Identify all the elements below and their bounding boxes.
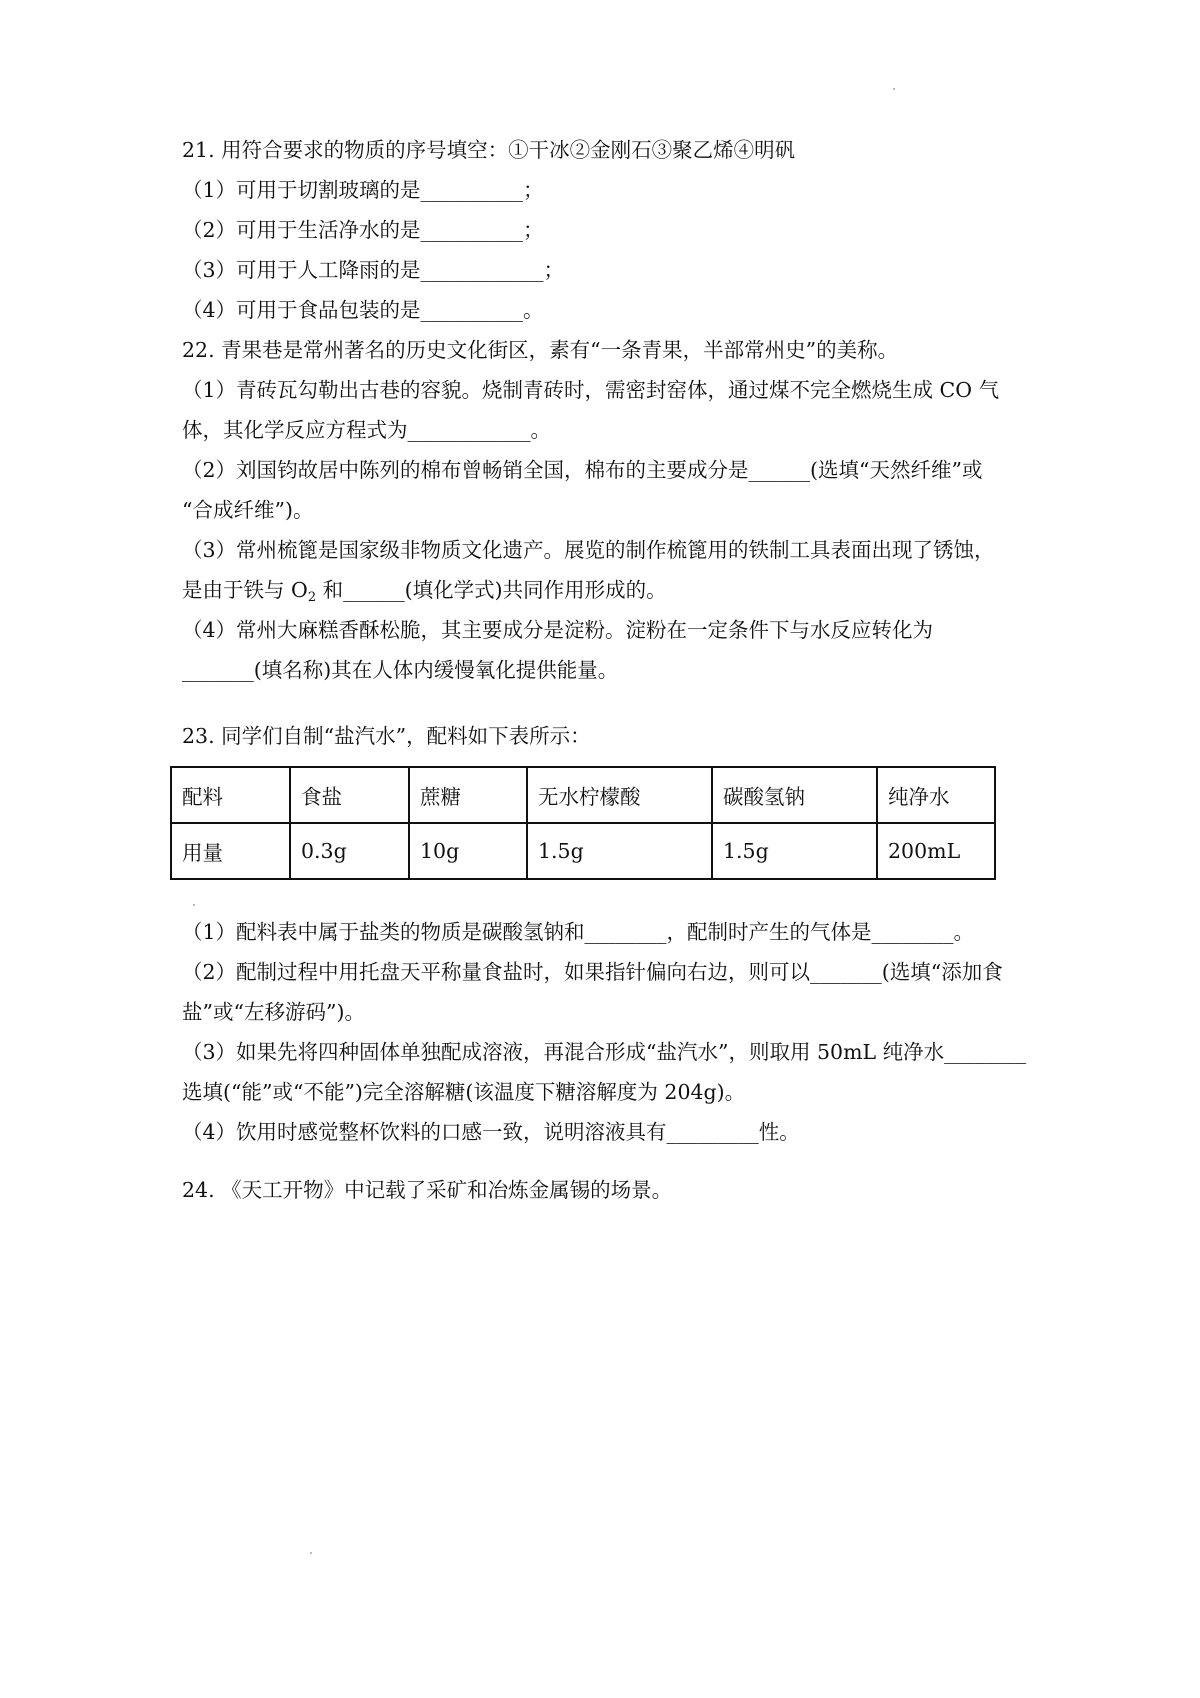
q22-part4-line1: （4）常州大麻糕香酥松脆，其主要成分是淀粉。淀粉在一定条件下与水反应转化为 (182, 618, 934, 642)
q23-part2-line1: （2）配制过程中用托盘天平称量食盐时，如果指针偏向右边，则可以_______(选填“添加食 (182, 960, 1003, 984)
q22-part3-text-b: 和______(填化学式)共同作用形成的。 (316, 578, 667, 602)
scan-speck (893, 88, 895, 90)
q22-part1-line2: 体，其化学反应方程式为____________。 (182, 418, 551, 442)
table-row (171, 823, 995, 879)
oxygen-subscript: 2 (307, 590, 317, 605)
q23-part3-line2: 选填(“能”或“不能”)完全溶解糖(该温度下糖溶解度为 204g)。 (182, 1080, 746, 1104)
table-cell: 配料 (171, 767, 290, 823)
table-cell: 10g (409, 823, 527, 879)
recipe-table (170, 766, 996, 880)
table-cell: 用量 (171, 823, 290, 879)
table-cell: 1.5g (527, 823, 712, 879)
q22-part2-line2: “合成纤维”)。 (182, 498, 314, 522)
q22-part2-line1: （2）刘国钧故居中陈列的棉布曾畅销全国，棉布的主要成分是______(选填“天然纤维”或 (182, 458, 983, 482)
scan-speck (310, 1552, 312, 1554)
q21-item-1: （1）可用于切割玻璃的是__________； (182, 178, 544, 202)
table-cell: 纯净水 (877, 767, 995, 823)
table-header-row (171, 767, 995, 823)
table-cell: 食盐 (290, 767, 409, 823)
table-cell: 0.3g (290, 823, 409, 879)
scan-speck (193, 904, 195, 906)
q22-part3-line2 (182, 576, 667, 604)
q23-stem: 23. 同学们自制“盐汽水”，配料如下表所示： (182, 724, 591, 748)
q22-part3-line1: （3）常州梳篦是国家级非物质文化遗产。展览的制作梳篦用的铁制工具表面出现了锈蚀， (182, 538, 995, 562)
q24-stem: 24. 《天工开物》中记载了采矿和冶炼金属锡的场景。 (182, 1178, 673, 1202)
q23-part4: （4）饮用时感觉整杯饮料的口感一致，说明溶液具有_________性。 (182, 1120, 800, 1144)
table-cell: 无水柠檬酸 (527, 767, 712, 823)
q21-item-3: （3）可用于人工降雨的是____________； (182, 258, 565, 282)
q23-part1: （1）配料表中属于盐类的物质是碳酸氢钠和________，配制时产生的气体是________。 (182, 920, 975, 944)
q23-part2-line2: 盐”或“左移游码”)。 (182, 1000, 365, 1024)
q22-part4-line2: _______(填名称)其在人体内缓慢氧化提供能量。 (182, 658, 619, 682)
q22-part1-line1: （1）青砖瓦勾勒出古巷的容貌。烧制青砖时，需密封窑体，通过煤不完全燃烧生成 CO 气 (182, 378, 1000, 402)
table-cell: 碳酸氢钠 (712, 767, 877, 823)
table-cell: 1.5g (712, 823, 877, 879)
q21-stem: 21. 用符合要求的物质的序号填空：①干冰②金刚石③聚乙烯④明矾 (182, 138, 796, 162)
q23-part3-line1: （3）如果先将四种固体单独配成溶液，再混合形成“盐汽水”，则取用 50mL 纯净水________ (182, 1040, 1027, 1064)
q21-item-4: （4）可用于食品包装的是__________。 (182, 298, 544, 322)
q22-stem: 22. 青果巷是常州著名的历史文化街区，素有“一条青果，半部常州史”的美称。 (182, 338, 899, 362)
q22-part3-text-a: 是由于铁与 O (182, 578, 308, 602)
table-cell: 200mL (877, 823, 995, 879)
q21-item-2: （2）可用于生活净水的是__________； (182, 218, 544, 242)
table-cell: 蔗糖 (409, 767, 527, 823)
